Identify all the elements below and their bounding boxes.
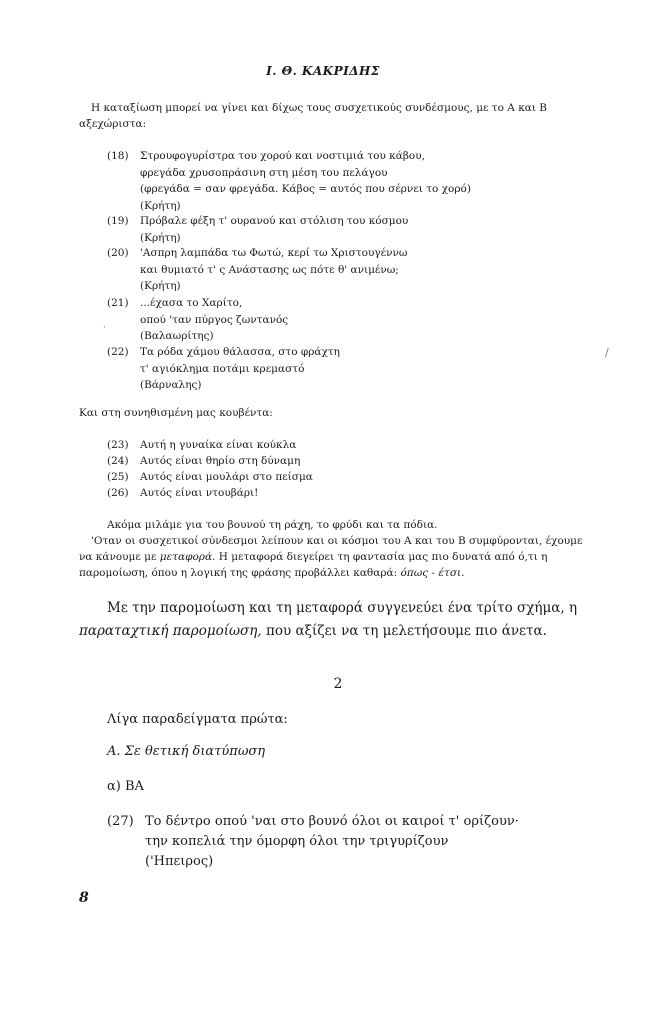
example-line: ...έχασα το Χαρίτο, xyxy=(140,297,243,309)
subheading: Α. Σε θετική διατύπωση xyxy=(107,744,266,759)
paragraph-text: Η μεταφορά διεγείρει τη φαντασία μας πιο δυνατά από ό,τι η xyxy=(215,551,548,563)
example-number: (25) xyxy=(107,471,129,483)
paragraph-line: Ακόμα μιλάμε για του βουνού τη ράχη, το φρύδι και τα πόδια. xyxy=(107,519,438,531)
paragraph-line xyxy=(79,565,464,581)
example-line: (φρεγάδα = σαν φρεγάδα. Κάβος = αυτός που σέρνει το χορό) xyxy=(140,183,471,195)
example-line: Στρουφογυρίστρα του χορού και νοστιμιά του κάβου, xyxy=(140,150,425,162)
example-number: (24) xyxy=(107,455,129,467)
margin-mark: / xyxy=(605,346,609,359)
example-line: Αυτή η γυναίκα είναι κούκλα xyxy=(140,439,297,451)
example-source: (Κρήτη) xyxy=(140,231,181,244)
paragraph-line: 'Οταν οι συσχετικοί σύνδεσμοι λείπουν και οι κόσμοι του Α και του Β συμφύρονται, έχουμε xyxy=(91,535,583,547)
example-line: φρεγάδα χρυσοπράσινη στη μέση του πελάγου xyxy=(140,166,388,179)
example-line: τ' αγιόκλημα ποτάμι κρεμαστό xyxy=(140,362,305,375)
emphasis: όπως - έτσι. xyxy=(400,567,465,579)
example-line: Το δέντρο οπού 'ναι στο βουνό όλοι οι καιροί τ' ορίζουν· xyxy=(145,814,519,829)
emphasis: παραταχτική παρομοίωση, xyxy=(79,623,262,639)
example-line: Τα ρόδα χάμου θάλασσα, στο φράχτη xyxy=(140,346,340,358)
example-source: (Βαλαωρίτης) xyxy=(140,330,214,342)
example-line: 'Ασπρη λαμπάδα τω Φωτώ, κερί τω Χριστουγέννω xyxy=(140,247,408,259)
paragraph-text: παρομοίωση, όπου η λογική της φράσης προβάλλει καθαρά: xyxy=(79,567,401,579)
example-number: (26) xyxy=(107,487,129,499)
subheading-item: α) ΒΑ xyxy=(107,779,144,794)
example-line: Αυτός είναι μουλάρι στο πείσμα xyxy=(140,471,313,483)
example-line: Πρόβαλε φέξη τ' ουρανού και στόλιση του κόσμου xyxy=(140,215,409,227)
section-intro: Λίγα παραδείγματα πρώτα: xyxy=(107,712,288,727)
example-line: και θυμιατό τ' ς Ανάστασης ως πότε θ' ανιμένω; xyxy=(140,263,399,276)
example-source: ('Ηπειρος) xyxy=(145,854,214,869)
emphasis: μεταφορά. xyxy=(159,551,216,563)
example-number: (22) xyxy=(107,346,129,358)
example-line: Αυτός είναι ντουβάρι! xyxy=(140,487,259,499)
section-number: 2 xyxy=(333,676,343,692)
example-number: (27) xyxy=(107,814,134,829)
example-number: (23) xyxy=(107,439,129,451)
running-head: Ι. Θ. ΚΑΚΡΙΔΗΣ xyxy=(266,64,380,78)
page-number: 8 xyxy=(79,890,89,906)
example-line: Αυτός είναι θηρίο στη δύναμη xyxy=(140,455,301,467)
margin-dot: · xyxy=(103,323,106,333)
paragraph-text: να κάνουμε με xyxy=(79,551,160,563)
example-source: (Κρήτη) xyxy=(140,280,181,292)
example-line: οπού 'ταν πύργος ζωντανός xyxy=(140,313,289,326)
example-number: (20) xyxy=(107,247,129,259)
example-source: (Κρήτη) xyxy=(140,199,181,212)
example-line: την κοπελιά την όμορφη όλοι την τριγυρίζουν xyxy=(145,834,449,849)
paragraph-text: που αξίζει να τη μελετήσουμε πιο άνετα. xyxy=(261,623,547,639)
paragraph-line xyxy=(79,549,547,565)
example-number: (19) xyxy=(107,215,129,227)
example-number: (21) xyxy=(107,297,129,309)
example-source: (Βάρναλης) xyxy=(140,379,202,391)
conversation-intro: Και στη συνηθισμένη μας κουβέντα: xyxy=(79,407,273,419)
intro-line-2: αξεχώριστα: xyxy=(79,118,147,130)
paragraph-line-large xyxy=(79,620,547,643)
paragraph-line-large: Με την παρομοίωση και τη μεταφορά συγγενεύει ένα τρίτο σχήμα, η xyxy=(107,600,578,616)
example-number: (18) xyxy=(107,150,129,162)
intro-line-1: Η καταξίωση μπορεί να γίνει και δίχως τους συσχετικούς συνδέσμους, με το Α και Β xyxy=(91,102,548,114)
